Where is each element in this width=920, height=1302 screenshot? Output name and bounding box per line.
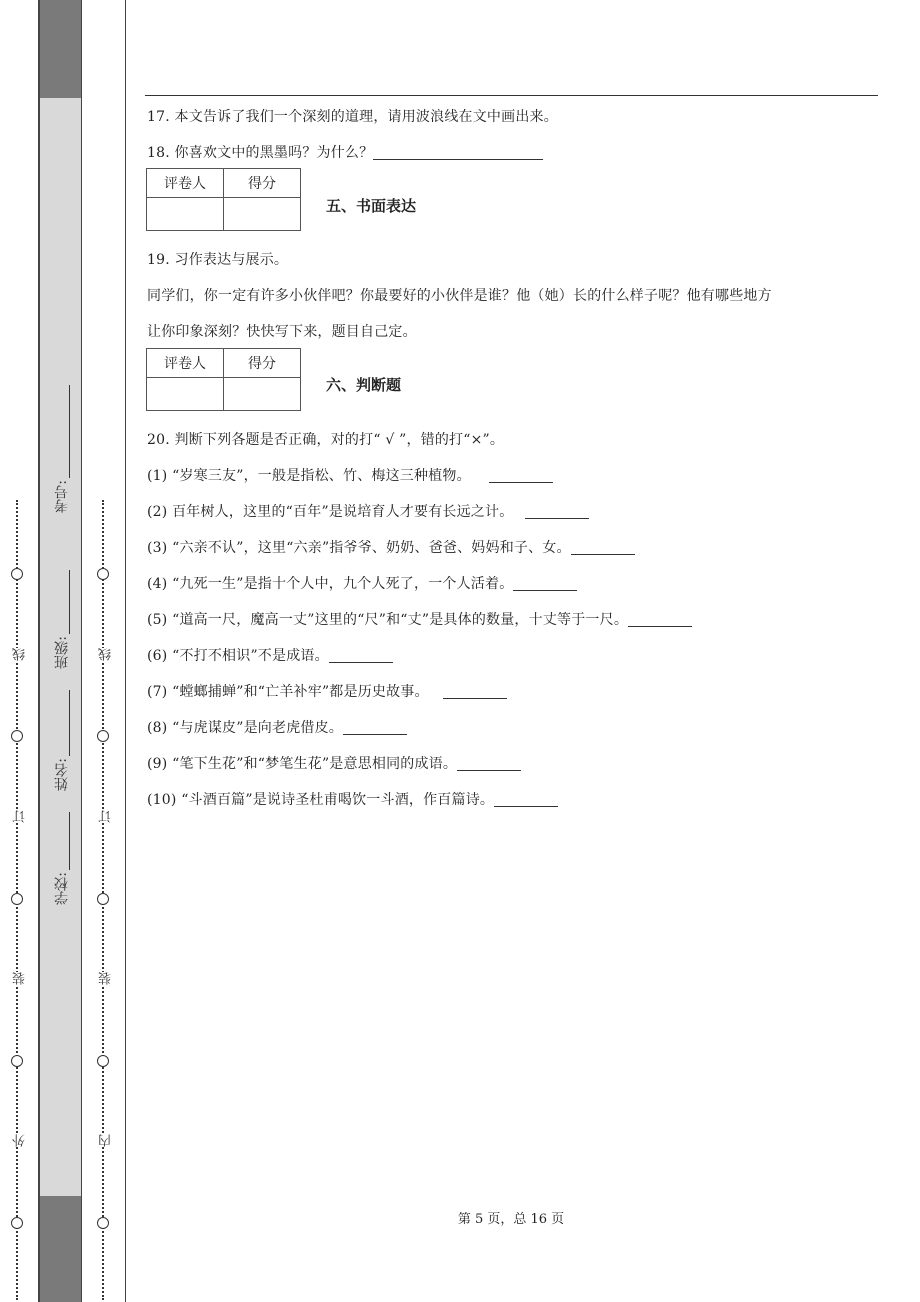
score-table-reviewer-header: 评卷人	[147, 349, 224, 378]
question-19-line-2: 让你印象深刻？快快写下来，题目自己定。	[147, 324, 417, 340]
judgment-text: (4) “九死一生”是指十个人中，九个人死了，一个人活着。	[147, 576, 514, 592]
judgment-answer-blank[interactable]	[571, 540, 635, 555]
inner-label-zhuang: 装	[99, 972, 114, 985]
judgment-answer-blank[interactable]	[443, 684, 507, 699]
outer-label-ding: 订	[13, 810, 28, 823]
judgment-answer-blank[interactable]	[457, 756, 521, 771]
outer-circle-2	[11, 730, 23, 742]
score-table-section-5	[146, 168, 301, 231]
field-examno-label: 考号:	[54, 480, 70, 513]
field-class-label: 班级:	[54, 636, 70, 669]
margin-rule-3	[125, 0, 126, 1302]
section-6-title: 六、判断题	[326, 376, 402, 394]
judgment-text: (8) “与虎谋皮”是向老虎借皮。	[147, 720, 343, 736]
judgment-text: (9) “笔下生花”和“梦笔生花”是意思相同的成语。	[147, 756, 458, 772]
judgment-item-5	[147, 609, 692, 629]
judgment-item-2	[147, 501, 589, 521]
score-table-score-header: 得分	[224, 349, 301, 378]
score-table-reviewer-header: 评卷人	[147, 169, 224, 198]
judgment-item-10	[147, 789, 558, 809]
judgment-item-6	[147, 645, 393, 665]
field-class-blank[interactable]	[69, 570, 70, 634]
inner-circle-4	[97, 1055, 109, 1067]
judgment-answer-blank[interactable]	[329, 648, 393, 663]
question-20-title: 20. 判断下列各题是否正确，对的打“ √ ”，错的打“×”。	[147, 432, 505, 448]
judgment-answer-blank[interactable]	[494, 792, 558, 807]
score-table-section-6	[146, 348, 301, 411]
inner-circle-3	[97, 893, 109, 905]
score-table-score-cell[interactable]	[224, 378, 301, 411]
judgment-item-7	[147, 681, 507, 701]
judgment-item-9	[147, 753, 521, 773]
score-table-reviewer-cell[interactable]	[147, 378, 224, 411]
outer-label-wai: 外	[13, 1134, 28, 1147]
inner-label-xian: 线	[99, 648, 114, 661]
judgment-item-1	[147, 465, 553, 485]
outer-label-xian: 线	[13, 648, 28, 661]
question-17: 17. 本文告诉了我们一个深刻的道理，请用波浪线在文中画出来。	[147, 109, 558, 125]
field-examno-blank[interactable]	[69, 385, 70, 478]
outer-circle-3	[11, 893, 23, 905]
judgment-text: (5) “道高一尺，魔高一丈”这里的“尺”和“丈”是具体的数量，十丈等于一尺。	[147, 612, 629, 628]
judgment-text: (1) “岁寒三友”，一般是指松、竹、梅这三种植物。	[147, 468, 471, 484]
outer-circle-4	[11, 1055, 23, 1067]
question-19-line-1: 同学们，你一定有许多小伙伴吧？你最要好的小伙伴是谁？他（她）长的什么样子呢？他有哪些地方	[147, 288, 772, 304]
judgment-item-3	[147, 537, 635, 557]
judgment-answer-blank[interactable]	[489, 468, 553, 483]
inner-circle-1	[97, 568, 109, 580]
question-18-answer-blank[interactable]	[373, 145, 543, 160]
margin-gray-top	[39, 0, 82, 98]
field-school-blank[interactable]	[69, 812, 70, 870]
judgment-text: (10) “斗酒百篇”是说诗圣杜甫喝饮一斗酒，作百篇诗。	[147, 792, 495, 808]
section-5-title: 五、书面表达	[326, 197, 417, 215]
judgment-answer-blank[interactable]	[513, 576, 577, 591]
question-18-text: 18. 你喜欢文中的黑墨吗？为什么？	[147, 145, 374, 161]
outer-circle-1	[11, 568, 23, 580]
judgment-text: (6) “不打不相识”不是成语。	[147, 648, 329, 664]
score-table-score-cell[interactable]	[224, 198, 301, 231]
inner-label-nei: 内	[99, 1134, 114, 1147]
judgment-text: (3) “六亲不认”，这里“六亲”指爷爷、奶奶、爸爸、妈妈和子、女。	[147, 540, 571, 556]
question-18	[147, 142, 543, 162]
page-footer: 第 5 页，总 16 页	[457, 1212, 565, 1227]
judgment-text: (7) “螳螂捕蝉”和“亡羊补牢”都是历史故事。	[147, 684, 429, 700]
judgment-text: (2) 百年树人，这里的“百年”是说培育人才要有长远之计。	[147, 504, 514, 520]
judgment-answer-blank[interactable]	[628, 612, 692, 627]
question-19-title: 19. 习作表达与展示。	[147, 252, 289, 268]
field-school-label: 学校:	[54, 872, 70, 905]
judgment-item-8	[147, 717, 407, 737]
score-table-score-header: 得分	[224, 169, 301, 198]
field-name-blank[interactable]	[69, 690, 70, 756]
judgment-answer-blank[interactable]	[343, 720, 407, 735]
inner-circle-2	[97, 730, 109, 742]
judgment-answer-blank[interactable]	[525, 504, 589, 519]
score-table-reviewer-cell[interactable]	[147, 198, 224, 231]
field-name-label: 姓名:	[54, 758, 70, 791]
inner-label-ding: 订	[99, 810, 114, 823]
outer-label-zhuang: 装	[13, 972, 28, 985]
binding-margin	[0, 0, 128, 1302]
judgment-item-4	[147, 573, 577, 593]
header-rule	[145, 95, 878, 96]
